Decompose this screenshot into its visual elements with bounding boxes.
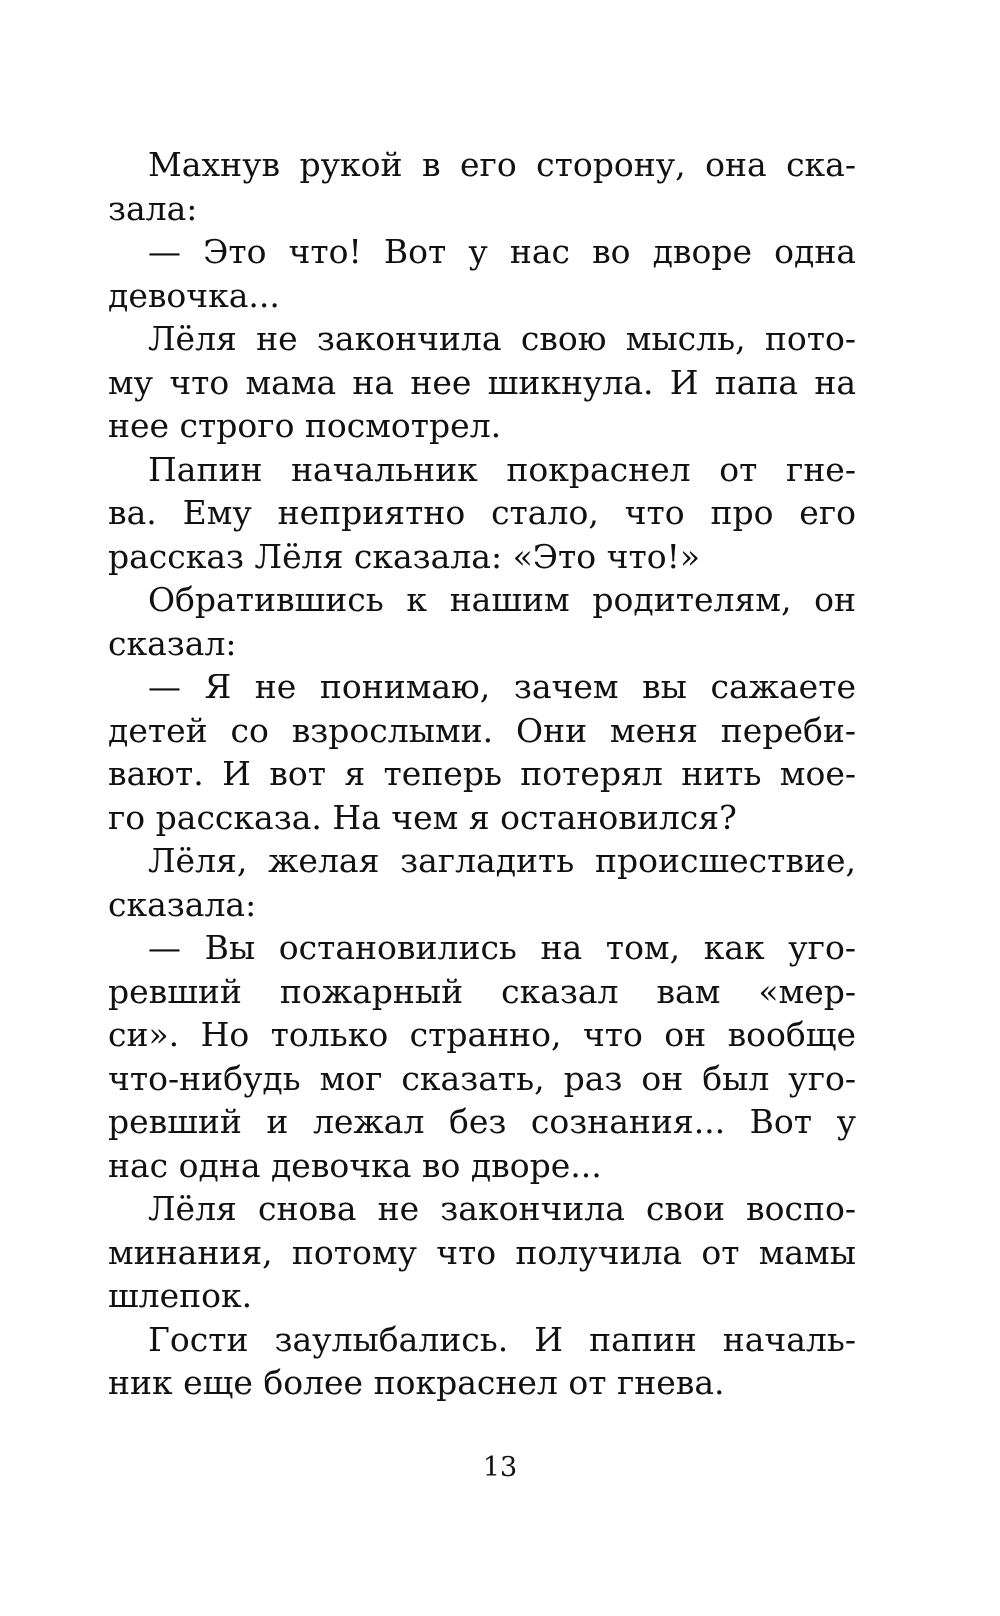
text-line: ревший и лежал без сознания... Вот у <box>108 1102 856 1141</box>
text-line: детей со взрослыми. Они меня переби- <box>108 710 856 750</box>
text-line: Лёля снова не закончила свои воспо- <box>148 1189 856 1228</box>
text-line: ник еще более покраснел от гнева. <box>108 1363 725 1402</box>
text-line: шлепок. <box>108 1276 253 1315</box>
text-line: му что мама на нее шикнула. И папа на <box>108 362 856 402</box>
text-line: Лёля не закончила свою мысль, пото- <box>148 319 856 358</box>
text-line: — Вы остановились на том, как уго- <box>148 928 856 967</box>
text-line: го рассказа. На чем я остановился? <box>108 797 737 837</box>
text-line: Обратившись к нашим родителям, он <box>148 580 856 619</box>
text-line: — Я не понимаю, зачем вы сажаете <box>148 667 856 706</box>
text-line: вают. И вот я теперь потерял нить мое- <box>108 754 856 793</box>
text-line: — Это что! Вот у нас во дворе одна <box>148 232 856 271</box>
text-line: нее строго посмотрел. <box>108 406 502 445</box>
text-line: ревший пожарный сказал вам «мер- <box>108 971 856 1011</box>
text-line: что-нибудь мог сказать, раз он был уго- <box>108 1058 856 1098</box>
text-line: сказал: <box>108 623 237 663</box>
text-line: ва. Ему неприятно стало, что про его <box>108 493 856 532</box>
page-number: 13 <box>482 1452 518 1483</box>
text-line: Папин начальник покраснел от гне- <box>148 449 856 489</box>
text-line: Гости заулыбались. И папин началь- <box>148 1319 856 1359</box>
text-line: рассказ Лёля сказала: «Это что!» <box>108 536 701 576</box>
text-line: минания, потому что получила от мамы <box>108 1232 856 1272</box>
text-line: Лёля, желая загладить происшествие, <box>148 841 856 880</box>
text-line: сказала: <box>108 884 257 924</box>
text-line: девочка... <box>108 275 280 315</box>
text-line: нас одна девочка во дворе... <box>108 1145 602 1185</box>
text-line: си». Но только странно, что он вообще <box>108 1015 856 1054</box>
text-line: зала: <box>108 188 198 228</box>
body-text <box>108 143 856 1405</box>
text-line: Махнув рукой в его сторону, она ска- <box>148 145 856 184</box>
